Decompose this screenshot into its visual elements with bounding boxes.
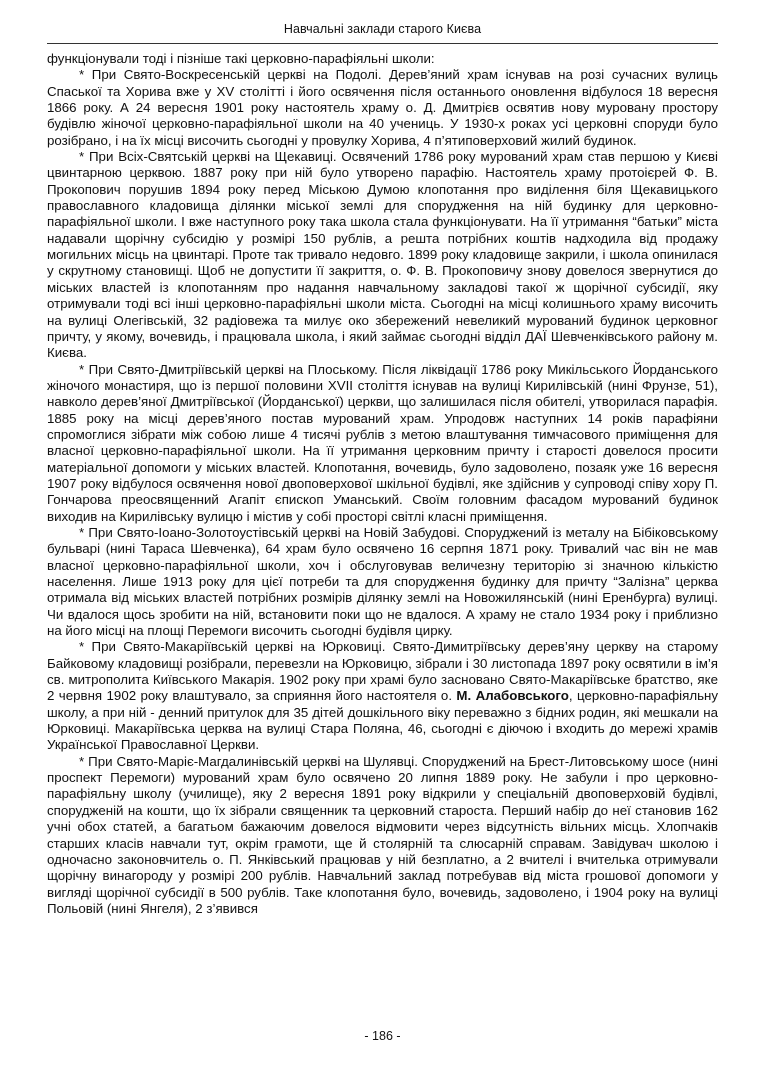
paragraph-vsikh-sviatska-church: * При Всіх-Святській церкві на Щекавиці. Освячений 1786 року мурований храм став першою у Києві цвинтарною церквою. 1887 року при ній було утворено парафію. Настоятель храму протоієрей Ф. В. Прокопович порушив 1894 року перед Міською Думою клопотання про виділення біля Щекавицького православного кладовища ділянки міської землі для спорудження на ній будинку для церковно-парафіяльної школи. І вже наступного року така школа стала функціонувати. На її утримання “батьки” міста надавали щорічну субсидію у розмірі 150 рублів, а решта потрібних коштів надходила від продажу могильних місць на цвинтарі. Проте так тривало недовго. 1899 року кладовище закрили, і школа опинилася у скрутному становищі. Щоб не допустити її закриття, о. Ф. В. Прокоповичу знову довелося звернутися до міських властей із клопотанням про надання навчальному закладові такої ж щорічної субсидії, яку отримували тоді всі інші церковно-парафіяльні школи міста. Сьогодні на місці колишнього храму височить на вулиці Олегівській, 32 радіовежа та милує око збережений невеликий мурований будинок церковног причту, у якому, вочевидь, і працювала школа, і який займає сьогодні відділ ДАЇ Шевченківського району м. Києва. [47, 149, 718, 361]
bold-person-name: М. Алабовського [456, 688, 569, 704]
document-page [47, 0, 718, 1080]
paragraph-text-segment: * При Свято-Макаріївській церкві на Юрковиці. Свято-Димитріївську дерев’яну церкву на старому Байковому кладовищі розібрали, перевезли на Юрковицю, зібрали і 30 листопада 1897 року освятили в ім’я св. митрополита Київського Макарія. 1902 року при храмі було засновано Свято-Макаріївське братство, яке 2 червня 1902 року влаштувало, за сприяння його настоятеля о. [47, 639, 718, 704]
paragraph-text-segment: , церковно-парафіяльну школу, а при ній - денний притулок для 35 дітей дошкільного віку переважно з бідних родин, які мешкали на Юрковиці. Макаріївська церква на вулиці Стара Поляна, 46, сьогодні є діючою і входить до мережі храмів Української Православної Церкви. [47, 688, 718, 753]
paragraph-zolotoustivska-church: * При Свято-Іоано-Золотоустівській церкві на Новій Забудові. Споруджений із металу на Бібіковському бульварі (нині Тараса Шевченка), 64 храм було освячено 16 серпня 1871 року. Тривалий час він не мав власної церковно-парафіяльної школи, хоч і обслуговував величезну територію зі значною кількістю населення. Лише 1913 року для цієї потреби та для спорудження будинку для причту “Залізна” церква отримала від міських властей потрібних розмірів ділянку землі на Новожилянській (нині Еренбурга) вулиці. Чи вдалося щось зробити на ній, встановити поки що не вдалося. А храму не стало 1934 року і приблизно на його місці на площі Перемоги височить сьогодні будівля цирку. [47, 524, 718, 639]
page-number: - 186 - [364, 1029, 401, 1043]
paragraph-voskresenska-church: * При Свято-Воскресенській церкві на Подолі. Дерев’яний храм існував на розі сучасних вулиць Спаської та Хорива вже у XV столітті і його освячення після останнього оновлення відбулося 18 вересня 1866 року. А 24 вересня 1901 року настоятель храму о. Д. Дмитрієв освятив нову муровану простору будівлю жіночої церковно-парафіяльної школи на 40 учениць. У 1930-х роках усі церковні споруди було розібрано, і на їх місці височить сьогодні у провулку Хорива, 4 п’ятиповерховий жилий будинок. [47, 67, 718, 148]
paragraph-mariie-mahdalynivska-church: * При Свято-Маріє-Магдалинівській церкві на Шулявці. Споруджений на Брест-Литовському шосе (нині проспект Перемоги) мурований храм було освячено 20 липня 1889 року. Не забули і про церковно-парафіяльну школу (училище), яку 2 вересня 1891 року відкрили у спеціальній двоповерховій будівлі, спорудженій на кошти, що їх зібрали священник та церковний староста. Перший набір до неї становив 162 учні обох статей, а багатьом бажаючим довелося відмовити через відсутність вільних місць. Хлопчаків старших класів навчали тут, окрім грамоти, ще й столярній та слюсарній справам. Завідувач школою і одночасно законовчитель о. П. Янківський працював у ній безплатно, а 2 вчителі і вчителька отримували щорічну винагороду у розмірі 200 рублів. Навчальний заклад потребував від міста грошової допомоги у вигляді щорічної субсидії в 500 рублів. Таке клопотання було, вочевидь, задоволено, і 1904 року на вулиці Польовій (нині Янгеля), 2 з’явився [47, 753, 718, 916]
running-header: Навчальні заклади старого Києва [283, 22, 482, 36]
header-divider [47, 43, 718, 44]
paragraph-dmytrivska-church: * При Свято-Дмитріївській церкві на Плоському. Після ліквідації 1786 року Микільського Йорданського жіночого монастиря, що із першої половини XVII століття існував на вулиці Кирилівській (нині Фрунзе, 51), навколо дерев’яної Дмитріївської (Йорданської) церкви, що залишилася після обителі, утворилася парафія. 1885 року на місці дерев’яного постав мурований храм. Упродовж наступних 14 років парафіяни спромоглися зібрати між собою лише 4 тисячі рублів з метою влаштування тимчасового приміщення для власної церковно-парафіяльної школи. На її утримання церковним причту і старості довелося просити матеріальної допомоги у міських властей. Клопотання, вочевидь, було задоволено, позаяк уже 16 вересня 1907 року відбулося освячення нової двоповерхової шкільної будівлі, яке здійснив у супроводі співу хору П. Гончарова преосвященний Агапіт єпископ Уманський. Своїм головним фасадом мурований будинок виходив на Кирилівську вулицю і містив у собі просторі світлі класні приміщення. [47, 361, 718, 524]
paragraph-intro: функціонували тоді і пізніше такі церковно-парафіяльні школи: [47, 51, 435, 66]
body-text [47, 51, 718, 917]
paragraph-makariivska-church [47, 639, 718, 753]
